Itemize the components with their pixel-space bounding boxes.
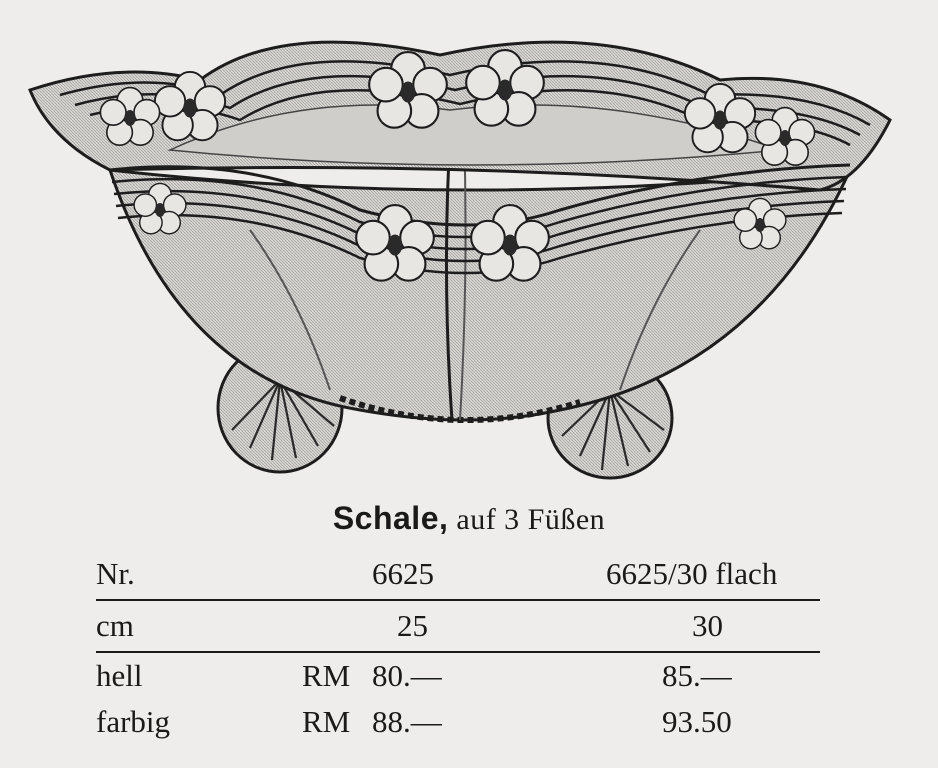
- price-col2-farbig: 93.50: [662, 704, 732, 739]
- size-label: cm: [96, 608, 134, 643]
- table-divider: [96, 599, 820, 601]
- price-col2-hell: 85.—: [662, 658, 732, 693]
- product-name: Schale,: [332, 500, 449, 536]
- table-divider: [96, 651, 820, 653]
- price-col1-farbig: 88.—: [372, 704, 442, 739]
- product-description: auf 3 Füßen: [456, 503, 606, 536]
- price-currency-hell: RM: [302, 658, 351, 693]
- size-col2: 30: [692, 608, 723, 643]
- price-label-farbig: farbig: [96, 704, 171, 739]
- header-col2: 6625/30 flach: [606, 556, 778, 591]
- price-col1-hell: 80.—: [372, 658, 442, 693]
- price-label-hell: hell: [96, 658, 143, 693]
- size-col1: 25: [397, 608, 428, 643]
- header-col1: 6625: [372, 556, 434, 591]
- price-currency-farbig: RM: [302, 704, 351, 739]
- header-label: Nr.: [96, 556, 135, 591]
